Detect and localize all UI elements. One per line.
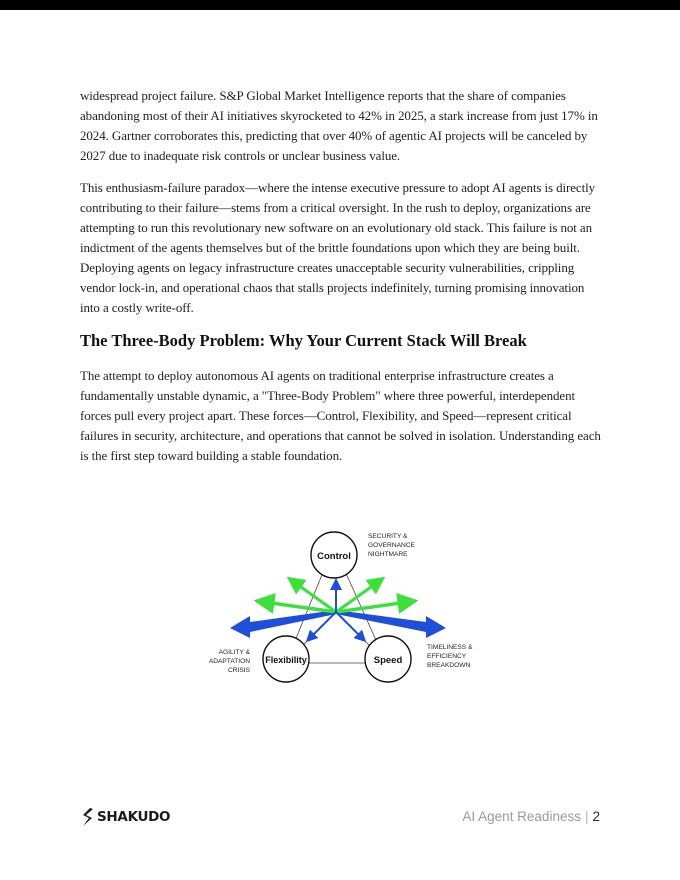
node-speed-label: Speed xyxy=(373,655,403,666)
label-timeliness-line-2: EFFICIENCY xyxy=(427,653,467,660)
node-flexibility-label: Flexibility xyxy=(265,655,307,665)
label-security-line-3: NIGHTMARE xyxy=(368,551,408,558)
footer-page-info xyxy=(462,809,600,824)
node-flexibility xyxy=(263,636,309,682)
node-speed xyxy=(365,636,411,682)
label-timeliness xyxy=(427,644,473,669)
label-agility-line-1: AGILITY & xyxy=(218,649,250,656)
shakudo-logo-icon xyxy=(80,807,94,827)
label-agility xyxy=(209,649,251,674)
footer-page-number: 2 xyxy=(592,809,600,824)
footer-separator: | xyxy=(584,809,589,824)
three-body-diagram xyxy=(180,520,500,695)
paragraph-intro: widespread project failure. S&P Global Market Intelligence reports that the share of companies abandoning most of their AI initiatives skyrocketed to 42% in 2025, a stark increase from just 17% in 2024. Gartner corroborates this, predicting that over 40% of agentic AI projects will be canceled by 2027 due to inadequate risk controls or unclear business value. xyxy=(80,88,598,163)
label-timeliness-line-1: TIMELINESS & xyxy=(427,644,473,651)
three-body-diagram-svg xyxy=(180,520,500,695)
node-control xyxy=(311,532,357,578)
top-black-bar xyxy=(0,0,680,10)
section-heading: The Three-Body Problem: Why Your Current Stack Will Break xyxy=(80,331,527,350)
blue-arrow-left xyxy=(230,610,336,638)
label-security-line-2: GOVERNANCE xyxy=(368,542,415,549)
label-agility-line-2: ADAPTATION xyxy=(208,658,250,665)
node-control-label: Control xyxy=(317,551,351,562)
blue-arrow-right xyxy=(336,610,446,638)
label-timeliness-line-3: BREAKDOWN xyxy=(427,662,471,669)
footer-brand: SHAKUDO xyxy=(97,809,171,825)
label-agility-line-3: CRISIS xyxy=(228,667,250,674)
label-security-line-1: SECURITY & xyxy=(368,533,408,540)
footer-doc-title: AI Agent Readiness xyxy=(462,809,581,824)
paragraph-three-body: The attempt to deploy autonomous AI agents on traditional enterprise infrastructure creates a fundamentally unstable dynamic, a "Three-Body Problem" where three powerful, interdependent forces pull every project apart. These forces—Control, Flexibility, and Speed—represent critical failures in security, architecture, and operations that cannot be solved in isolation. Understanding each is the first step toward building a stable foundation. xyxy=(80,368,601,463)
page-content xyxy=(80,86,602,478)
footer-logo xyxy=(80,806,170,828)
paragraph-paradox: This enthusiasm-failure paradox—where the intense executive pressure to adopt AI agents is directly contributing to their failure—stems from a critical oversight. In the rush to deploy, organizations are attempting to run this revolutionary new software on an evolutionary old stack. This failure is not an indictment of the agents themselves but of the brittle foundations upon which they are being built. Deploying agents on legacy infrastructure creates unacceptable security vulnerabilities, crippling vendor lock-in, and operational chaos that stalls projects indefinitely, turning promising innovation into a costly write-off. xyxy=(80,180,595,315)
label-security xyxy=(368,533,415,558)
